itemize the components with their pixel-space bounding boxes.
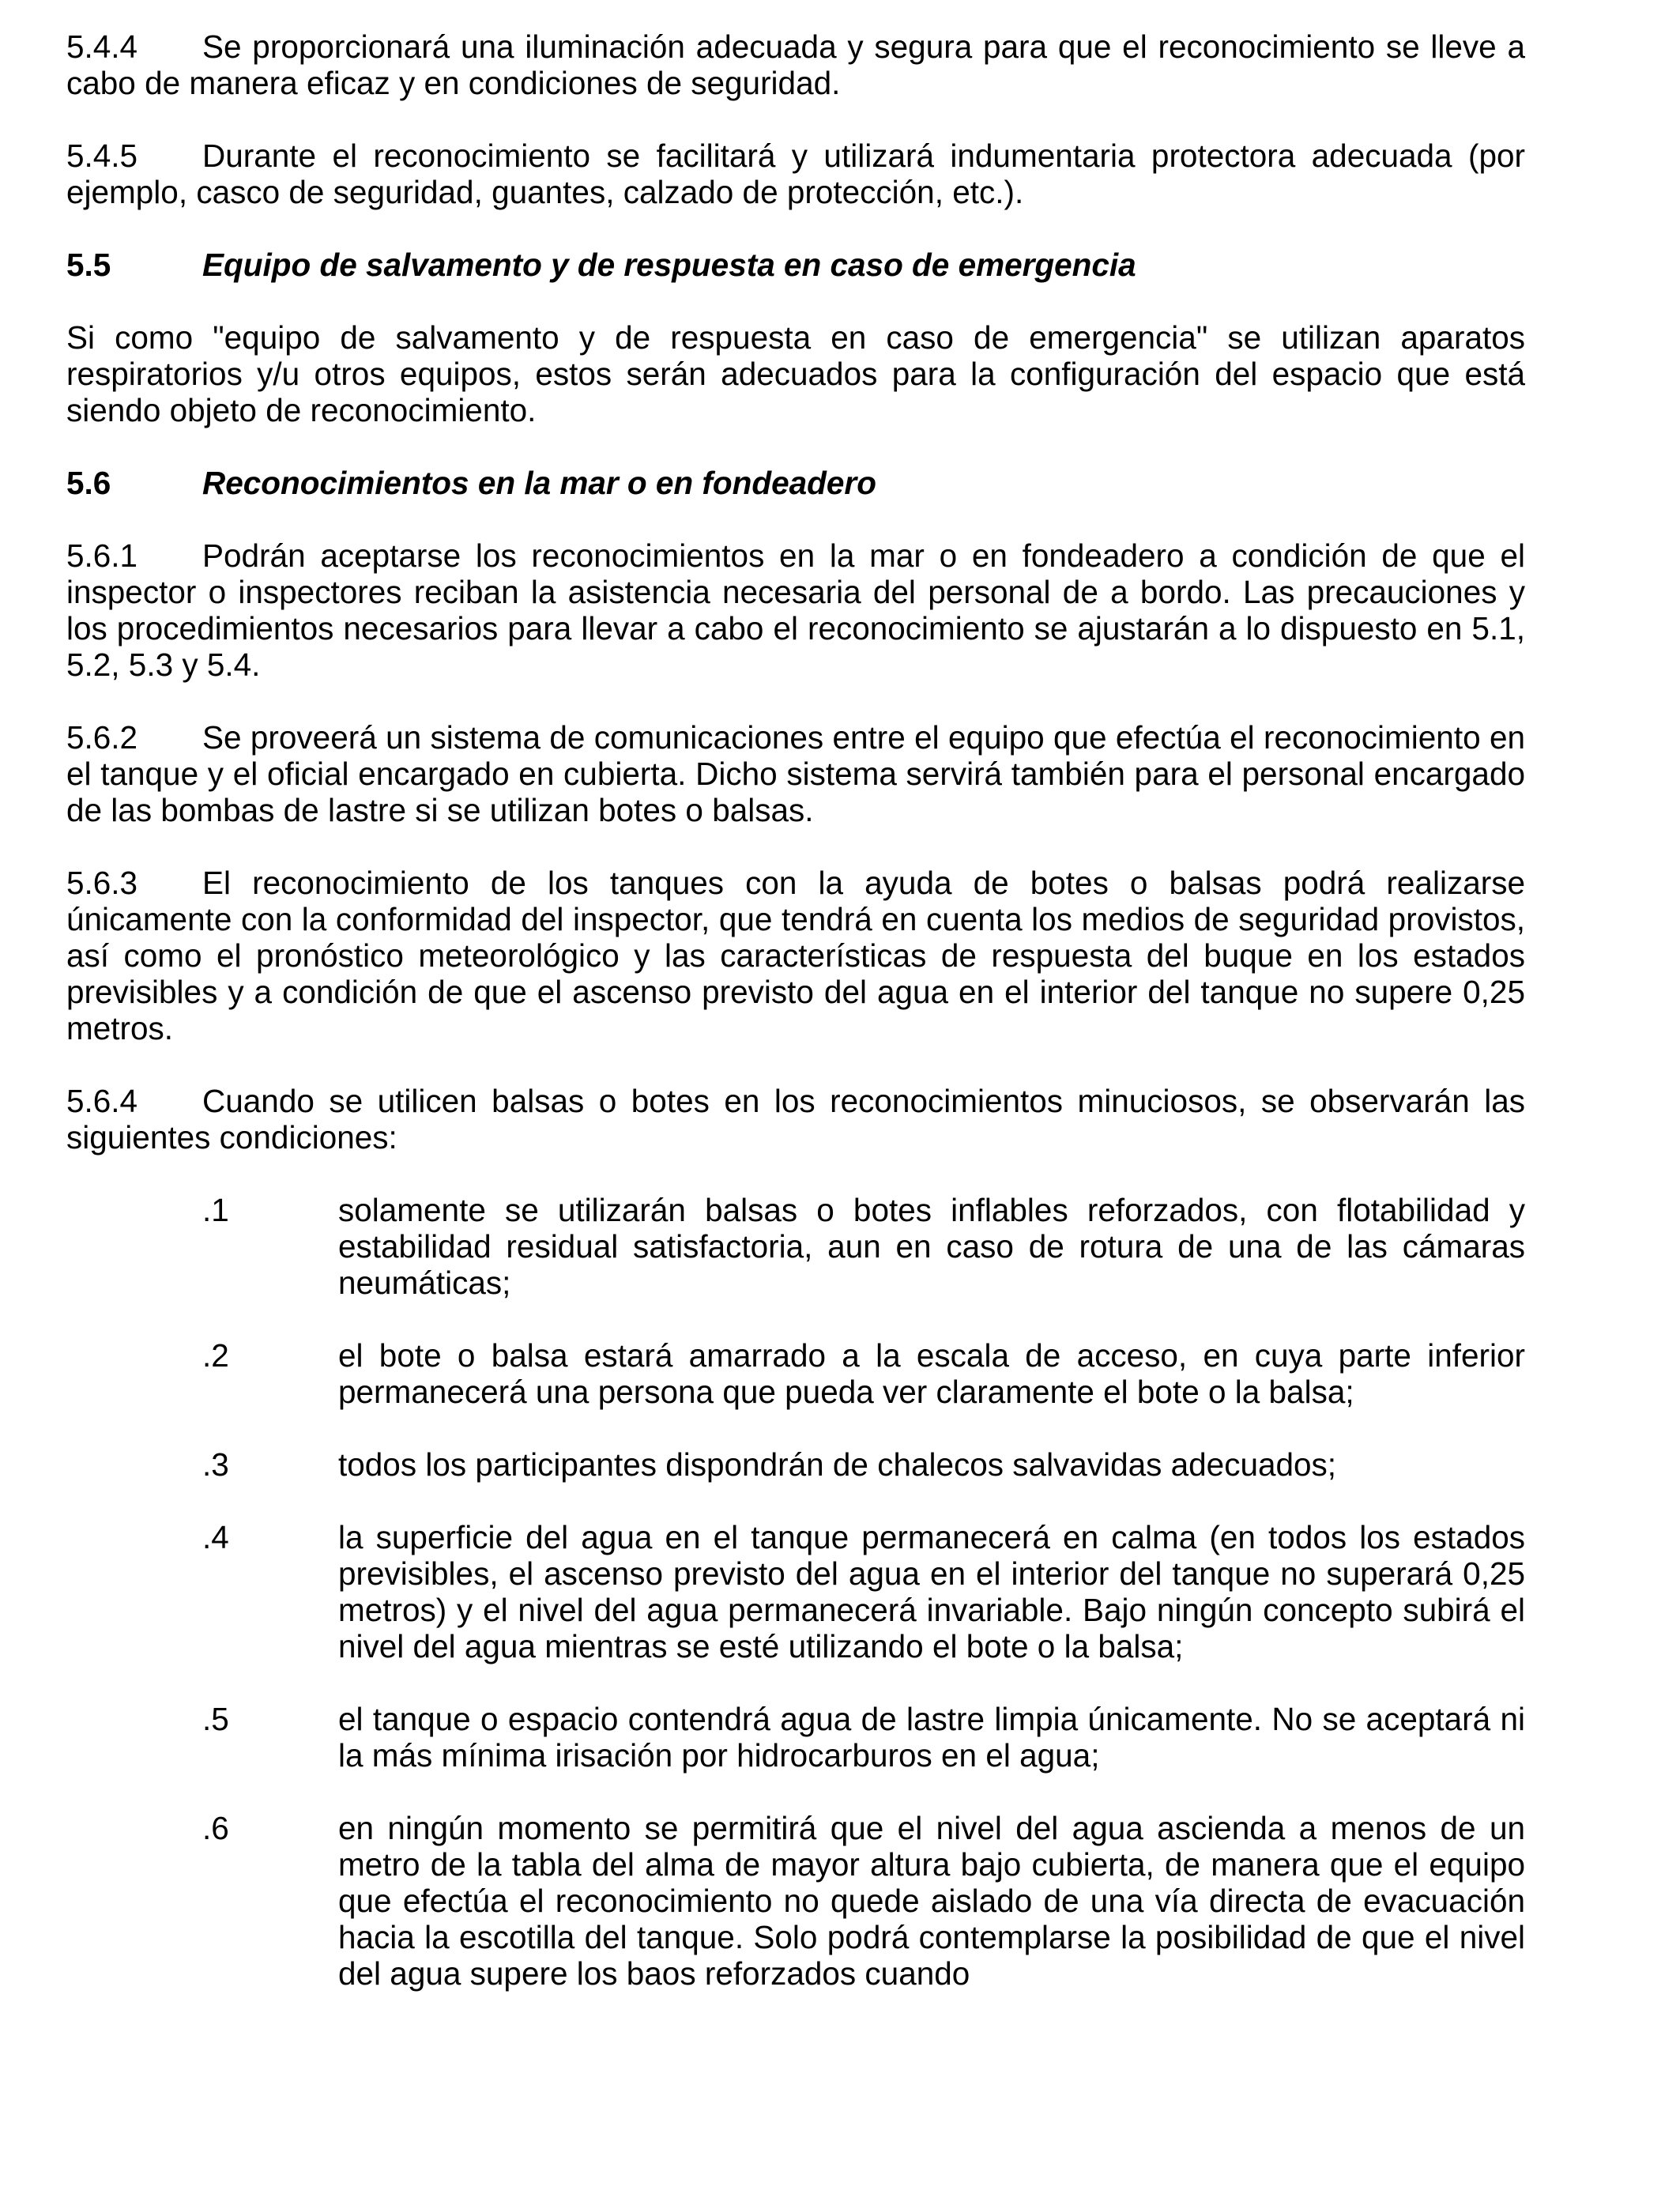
list-item-3 (66, 1446, 1525, 1483)
list-item-number: .3 (202, 1446, 229, 1483)
section-title: Equipo de salvamento y de respuesta en caso de emergencia (202, 247, 1136, 283)
section-heading-5-6 (66, 465, 1525, 501)
paragraph-5-6-3 (66, 865, 1525, 1046)
document-page (66, 28, 1525, 1992)
paragraph-text: Durante el reconocimiento se facilitará y utilizará indumentaria protectora adecuada (por ejemplo, casco de seguridad, guantes, calzado de protección, etc.). (66, 138, 1525, 210)
section-heading-5-5 (66, 247, 1525, 283)
paragraph-5-6-1 (66, 537, 1525, 683)
list-item-6 (66, 1810, 1525, 1992)
list-item-number: .4 (202, 1519, 229, 1555)
paragraph-number: 5.6.1 (66, 537, 138, 574)
paragraph-number: 5.6.3 (66, 865, 138, 901)
paragraph-number: 5.6.2 (66, 719, 138, 756)
list-item-text: el tanque o espacio contendrá agua de lastre limpia únicamente. No se aceptará ni la más mínima irisación por hidrocarburos en el agua; (338, 1701, 1525, 1774)
paragraph-text: Cuando se utilicen balsas o botes en los reconocimientos minuciosos, se observarán las siguientes condiciones: (66, 1083, 1525, 1155)
list-item-number: .2 (202, 1337, 229, 1374)
list-item-number: .1 (202, 1192, 229, 1228)
paragraph-5-6-2 (66, 719, 1525, 828)
paragraph-5-4-4 (66, 28, 1525, 101)
paragraph-5-5 (66, 319, 1525, 428)
list-item-text: en ningún momento se permitirá que el nivel del agua ascienda a menos de un metro de la tabla del alma de mayor altura bajo cubierta, de manera que el equipo que efectúa el reconocimiento no quede aislado de una vía directa de evacuación hacia la escotilla del tanque. Solo podrá contemplarse la posibilidad de que el nivel del agua supere los baos reforzados cuando (338, 1810, 1525, 1992)
list-item-1 (66, 1192, 1525, 1301)
paragraph-text: Podrán aceptarse los reconocimientos en la mar o en fondeadero a condición de que el inspector o inspectores reciban la asistencia necesaria del personal de a bordo. Las precauciones y los procedimientos necesarios para llevar a cabo el reconocimiento se ajustarán a lo dispuesto en 5.1, 5.2, 5.3 y 5.4. (66, 537, 1525, 683)
paragraph-5-4-5 (66, 138, 1525, 210)
paragraph-text: Se proporcionará una iluminación adecuada y segura para que el reconocimiento se lleve a cabo de manera eficaz y en condiciones de seguridad. (66, 28, 1525, 101)
paragraph-text: Se proveerá un sistema de comunicaciones entre el equipo que efectúa el reconocimiento en el tanque y el oficial encargado en cubierta. Dicho sistema servirá también para el personal encargado de las bombas de lastre si se utilizan botes o balsas. (66, 719, 1525, 828)
list-item-text: el bote o balsa estará amarrado a la escala de acceso, en cuya parte inferior permanecerá una persona que pueda ver claramente el bote o la balsa; (338, 1337, 1525, 1410)
list-item-4 (66, 1519, 1525, 1664)
paragraph-number: 5.6.4 (66, 1083, 138, 1119)
paragraph-text: El reconocimiento de los tanques con la ayuda de botes o balsas podrá realizarse únicamente con la conformidad del inspector, que tendrá en cuenta los medios de seguridad provistos, así como el pronóstico meteorológico y las características de respuesta del buque en los estados previsibles y a condición de que el ascenso previsto del agua en el interior del tanque no supere 0,25 metros. (66, 865, 1525, 1046)
paragraph-number: 5.4.4 (66, 28, 138, 65)
list-item-2 (66, 1337, 1525, 1410)
paragraph-number: 5.4.5 (66, 138, 138, 174)
list-item-number: .5 (202, 1701, 229, 1737)
section-number: 5.5 (66, 247, 111, 283)
list-item-text: la superficie del agua en el tanque permanecerá en calma (en todos los estados previsibles, el ascenso previsto del agua en el interior del tanque no superará 0,25 metros) y el nivel del agua permanecerá invariable. Bajo ningún concepto subirá el nivel del agua mientras se esté utilizando el bote o la balsa; (338, 1519, 1525, 1664)
list-item-5 (66, 1701, 1525, 1774)
list-item-text: solamente se utilizarán balsas o botes inflables reforzados, con flotabilidad y estabilidad residual satisfactoria, aun en caso de rotura de una de las cámaras neumáticas; (338, 1192, 1525, 1301)
paragraph-text: Si como "equipo de salvamento y de respuesta en caso de emergencia" se utilizan aparatos respiratorios y/u otros equipos, estos serán adecuados para la configuración del espacio que está siendo objeto de reconocimiento. (66, 319, 1525, 428)
paragraph-5-6-4 (66, 1083, 1525, 1155)
section-number: 5.6 (66, 465, 111, 501)
section-title: Reconocimientos en la mar o en fondeadero (202, 465, 876, 501)
list-item-number: .6 (202, 1810, 229, 1846)
list-item-text: todos los participantes dispondrán de chalecos salvavidas adecuados; (338, 1446, 1337, 1483)
